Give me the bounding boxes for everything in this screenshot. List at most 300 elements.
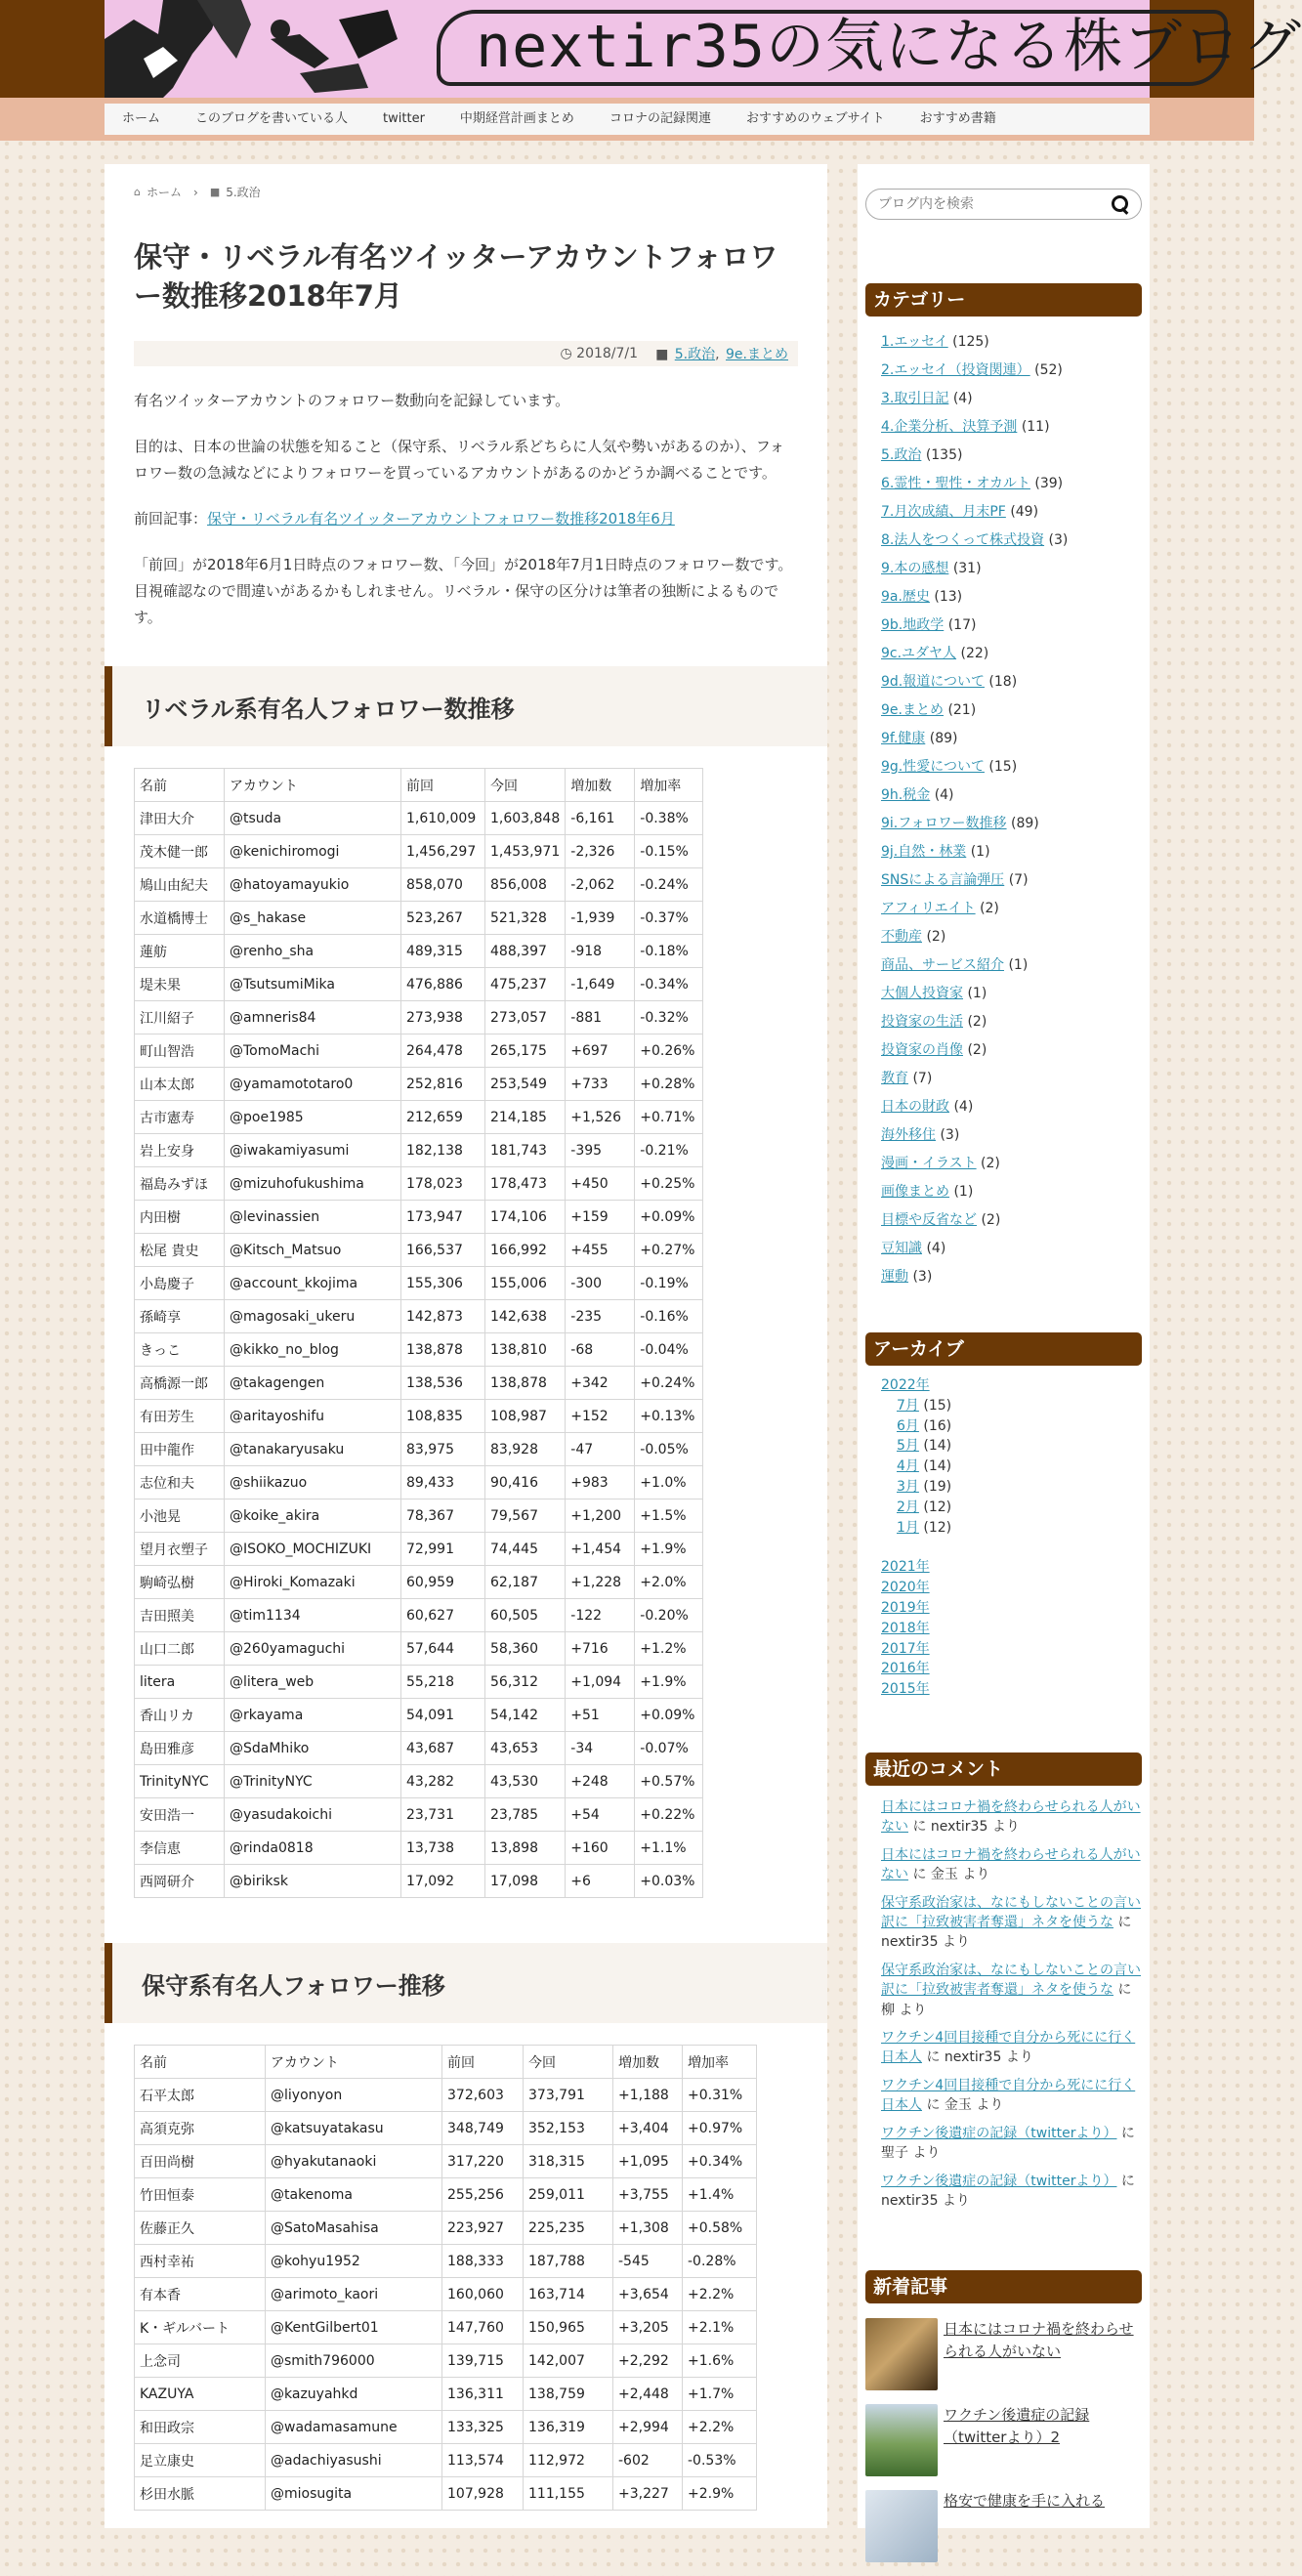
table-cell: +2.2% xyxy=(683,2278,757,2311)
archive-month xyxy=(881,1477,1145,1498)
category-item xyxy=(881,1150,1145,1178)
archive-year-link[interactable]: 2017年 xyxy=(881,1640,930,1657)
table-cell: -0.28% xyxy=(683,2245,757,2278)
category-link[interactable]: 9d.報道について xyxy=(881,674,985,690)
archive-year xyxy=(881,1578,1145,1598)
table-cell: 214,185 xyxy=(485,1101,566,1134)
post-category-link[interactable]: 9e.まとめ xyxy=(726,347,788,362)
table-cell: 43,653 xyxy=(485,1732,566,1765)
archive-year-link[interactable]: 2021年 xyxy=(881,1559,930,1576)
category-count: (11) xyxy=(1021,419,1050,435)
table-cell: 273,057 xyxy=(485,1001,566,1035)
table-cell: K・ギルバート xyxy=(135,2311,266,2344)
recent-comments-title: 最近のコメント xyxy=(865,1753,1142,1786)
archive-year-link[interactable]: 2020年 xyxy=(881,1580,930,1596)
archive-year-link[interactable]: 2018年 xyxy=(881,1620,930,1636)
post-categories xyxy=(655,344,788,363)
table-cell: -0.24% xyxy=(635,868,703,902)
table-cell: 90,416 xyxy=(485,1466,566,1499)
category-item xyxy=(881,385,1145,413)
table-cell: 83,928 xyxy=(485,1433,566,1466)
table-cell: +1.9% xyxy=(635,1666,703,1699)
table-cell: +0.31% xyxy=(683,2079,757,2112)
table-cell: 74,445 xyxy=(485,1533,566,1566)
archive-year xyxy=(881,1679,1145,1700)
table-cell: 252,816 xyxy=(401,1068,485,1101)
archive-month xyxy=(881,1457,1145,1477)
table-row xyxy=(135,1533,703,1566)
archive-month-link[interactable]: 4月 xyxy=(897,1458,919,1475)
home-icon: ⌂ xyxy=(134,186,141,198)
table-cell: +0.57% xyxy=(635,1765,703,1798)
archive-year-link[interactable]: 2022年 xyxy=(881,1377,930,1393)
category-link[interactable]: SNSによる言論弾圧 xyxy=(881,872,1005,888)
comment-post-link[interactable]: ワクチン後遺症の記録（twitterより） xyxy=(881,2173,1117,2189)
category-item xyxy=(881,328,1145,357)
table-cell: 133,325 xyxy=(442,2411,524,2444)
category-item xyxy=(881,1036,1145,1065)
category-item xyxy=(881,697,1145,725)
post-meta xyxy=(134,341,798,366)
table-row xyxy=(135,1134,703,1167)
table-cell: -0.32% xyxy=(635,1001,703,1035)
column-header: 名前 xyxy=(135,2046,266,2079)
nav-corona-records[interactable]: コロナの記録関連 xyxy=(609,111,711,126)
table-cell: +455 xyxy=(566,1234,635,1267)
archive-month-link[interactable]: 6月 xyxy=(897,1417,919,1434)
table-cell: 858,070 xyxy=(401,868,485,902)
new-post-item[interactable] xyxy=(865,2490,1142,2576)
table-cell: -0.20% xyxy=(635,1599,703,1632)
table-cell: 百田尚樹 xyxy=(135,2145,266,2178)
table-cell: -0.21% xyxy=(635,1134,703,1167)
clock-icon: ◷ xyxy=(560,346,577,361)
table-cell: 佐藤正久 xyxy=(135,2212,266,2245)
table-cell: 139,715 xyxy=(442,2344,524,2378)
table-row xyxy=(135,2411,757,2444)
category-link[interactable]: 9j.自然・林業 xyxy=(881,844,967,860)
table-cell: 津田大介 xyxy=(135,802,225,835)
table-cell: +697 xyxy=(566,1035,635,1068)
table-row xyxy=(135,1300,703,1333)
category-link[interactable]: 4.企業分析、決算予測 xyxy=(881,419,1018,435)
table-cell: @Kitsch_Matsuo xyxy=(225,1234,401,1267)
table-cell: 23,785 xyxy=(485,1798,566,1832)
table-cell: KAZUYA xyxy=(135,2378,266,2411)
archive-year-link[interactable]: 2015年 xyxy=(881,1681,930,1698)
column-header: 増加率 xyxy=(635,769,703,802)
category-item xyxy=(881,1121,1145,1150)
category-link[interactable]: 大個人投資家 xyxy=(881,986,963,1001)
category-link[interactable]: 日本の財政 xyxy=(881,1099,949,1115)
table-cell: @miosugita xyxy=(266,2477,442,2511)
search-box xyxy=(865,189,1142,220)
table-cell: +1,526 xyxy=(566,1101,635,1134)
category-item xyxy=(881,527,1145,555)
nav-about[interactable]: このブログを書いている人 xyxy=(195,111,349,126)
table-cell: +0.27% xyxy=(635,1234,703,1267)
comment-post-link[interactable]: 日本にはコロナ禍を終わらせられる人がいない xyxy=(881,1846,1141,1883)
table-cell: 476,886 xyxy=(401,968,485,1001)
table-cell: 55,218 xyxy=(401,1666,485,1699)
table-cell: 松尾 貴史 xyxy=(135,1234,225,1267)
blog-title[interactable]: nextir35の気になる株ブログ xyxy=(476,13,1302,81)
blog-banner[interactable] xyxy=(105,0,1302,98)
table-cell: @wadamasamune xyxy=(266,2411,442,2444)
comment-post-link[interactable]: ワクチン4回目接種で自分から死にに行く日本人 xyxy=(881,2077,1136,2114)
category-link[interactable]: 8.法人をつくって株式投資 xyxy=(881,532,1045,548)
table-cell: 香山リカ xyxy=(135,1699,225,1732)
table-cell: +3,654 xyxy=(613,2278,683,2311)
comment-post-link[interactable]: 保守系政治家は、なにもしないことの言い訳に「拉致被害者奪還」ネタを使うな xyxy=(881,1894,1141,1931)
comment-post-link[interactable]: ワクチン後遺症の記録（twitterより） xyxy=(881,2125,1117,2141)
post-category-link[interactable]: 5.政治 xyxy=(674,347,716,362)
table-cell: +1,200 xyxy=(566,1499,635,1533)
table-cell: 187,788 xyxy=(524,2245,613,2278)
table-cell: 273,938 xyxy=(401,1001,485,1035)
table-cell: 小島慶子 xyxy=(135,1267,225,1300)
table-cell: 57,644 xyxy=(401,1632,485,1666)
purpose-paragraph: 目的は、日本の世論の状態を知ること（保守系、リベラル系どちらに人気や勢いがあるのか）、フォロワー数の急減などによりフォロワーを買っているアカウントがあるのかどうか調べることです。 xyxy=(134,438,785,482)
archive-month-link[interactable]: 2月 xyxy=(897,1499,919,1515)
global-nav xyxy=(105,104,1150,135)
table-cell: +0.26% xyxy=(635,1035,703,1068)
search-input[interactable] xyxy=(878,196,1112,212)
category-link[interactable]: 商品、サービス紹介 xyxy=(881,957,1004,973)
table-header-row xyxy=(135,769,703,802)
conservative-follower-table xyxy=(134,2045,757,2511)
category-link[interactable]: 漫画・イラスト xyxy=(881,1156,977,1171)
category-count: (125) xyxy=(952,334,989,350)
table-cell: +716 xyxy=(566,1632,635,1666)
category-count: (1) xyxy=(970,844,990,860)
new-post-item[interactable] xyxy=(865,2318,1142,2404)
category-link[interactable]: 目標や反省など xyxy=(881,1212,977,1228)
table-cell: +1,095 xyxy=(613,2145,683,2178)
category-count: (31) xyxy=(952,561,982,576)
table-cell: 杉田水脈 xyxy=(135,2477,266,2511)
column-header: 今回 xyxy=(524,2046,613,2079)
category-item xyxy=(881,1008,1145,1036)
table-cell: @s_hakase xyxy=(225,902,401,935)
table-cell: +1,308 xyxy=(613,2212,683,2245)
table-row xyxy=(135,1234,703,1267)
table-cell: -300 xyxy=(566,1267,635,1300)
category-separator: , xyxy=(715,347,725,362)
category-link[interactable]: 9c.ユダヤ人 xyxy=(881,646,957,661)
comment-post-link[interactable]: ワクチン4回目接種で自分から死にに行く日本人 xyxy=(881,2030,1136,2066)
table-cell: @biriksk xyxy=(225,1865,401,1898)
table-cell: +152 xyxy=(566,1400,635,1433)
table-cell: -122 xyxy=(566,1599,635,1632)
table-cell: 李信恵 xyxy=(135,1832,225,1865)
category-count: (39) xyxy=(1034,476,1064,491)
category-count: (2) xyxy=(926,929,946,945)
column-header: 増加数 xyxy=(613,2046,683,2079)
category-link[interactable]: 9f.健康 xyxy=(881,731,926,746)
archive-year xyxy=(881,1619,1145,1639)
table-cell: 有田芳生 xyxy=(135,1400,225,1433)
table-row xyxy=(135,2477,757,2511)
category-link[interactable]: 9i.フォロワー数推移 xyxy=(881,816,1007,831)
category-link[interactable]: 2.エッセイ（投資関連） xyxy=(881,362,1030,378)
archive-title: アーカイブ xyxy=(865,1332,1142,1366)
table-cell: @litera_web xyxy=(225,1666,401,1699)
category-count: (18) xyxy=(988,674,1018,690)
category-count: (7) xyxy=(1008,872,1029,888)
nav-recommended-books[interactable]: おすすめ書籍 xyxy=(919,111,996,126)
archive-month xyxy=(881,1416,1145,1437)
category-link[interactable]: 6.霊性・聖性・オカルト xyxy=(881,476,1030,491)
table-row xyxy=(135,835,703,868)
table-cell: 138,878 xyxy=(485,1367,566,1400)
category-item xyxy=(881,640,1145,668)
category-link[interactable]: 7.月次成績、月末PF xyxy=(881,504,1006,520)
new-post-item[interactable] xyxy=(865,2404,1142,2490)
breadcrumb-category[interactable]: 5.政治 xyxy=(226,186,261,199)
table-cell: +1,188 xyxy=(613,2079,683,2112)
table-cell: @TsutsumiMika xyxy=(225,968,401,1001)
table-cell: +3,205 xyxy=(613,2311,683,2344)
table-cell: 古市憲寿 xyxy=(135,1101,225,1134)
table-cell: @tanakaryusaku xyxy=(225,1433,401,1466)
table-cell: +3,755 xyxy=(613,2178,683,2212)
table-row xyxy=(135,2079,757,2112)
column-header: 前回 xyxy=(401,769,485,802)
table-cell: @ISOKO_MOCHIZUKI xyxy=(225,1533,401,1566)
table-cell: 373,791 xyxy=(524,2079,613,2112)
table-row xyxy=(135,1865,703,1898)
table-cell: 43,282 xyxy=(401,1765,485,1798)
post-thumbnail[interactable] xyxy=(865,2490,938,2562)
previous-article xyxy=(134,506,798,532)
category-item xyxy=(881,668,1145,697)
table-cell: 小池晃 xyxy=(135,1499,225,1533)
category-link[interactable]: 9e.まとめ xyxy=(881,702,944,718)
table-cell: 足立康史 xyxy=(135,2444,266,2477)
table-cell: 83,975 xyxy=(401,1433,485,1466)
category-link[interactable]: 画像まとめ xyxy=(881,1184,949,1200)
category-link[interactable]: 9g.性愛について xyxy=(881,759,985,775)
category-link[interactable]: 3.取引日記 xyxy=(881,391,949,406)
table-cell: 17,092 xyxy=(401,1865,485,1898)
table-cell: +51 xyxy=(566,1699,635,1732)
comment-post-link[interactable]: 保守系政治家は、なにもしないことの言い訳に「拉致被害者奪還」ネタを使うな xyxy=(881,1962,1141,1999)
archive-month-link[interactable]: 5月 xyxy=(897,1438,919,1455)
table-row xyxy=(135,2278,757,2311)
table-cell: @aritayoshifu xyxy=(225,1400,401,1433)
category-link[interactable]: 9.本の感想 xyxy=(881,561,949,576)
table-cell: 1,603,848 xyxy=(485,802,566,835)
table-cell: -395 xyxy=(566,1134,635,1167)
table-cell: +1,454 xyxy=(566,1533,635,1566)
post-thumbnail[interactable] xyxy=(865,2404,938,2476)
table-cell: 62,187 xyxy=(485,1566,566,1599)
category-count: (15) xyxy=(988,759,1018,775)
table-cell: +0.03% xyxy=(635,1865,703,1898)
category-count: (17) xyxy=(947,617,977,633)
search-icon[interactable] xyxy=(1112,195,1129,213)
table-cell: -0.15% xyxy=(635,835,703,868)
table-header-row xyxy=(135,2046,757,2079)
table-cell: -2,326 xyxy=(566,835,635,868)
table-cell: きっこ xyxy=(135,1333,225,1367)
table-cell: -47 xyxy=(566,1433,635,1466)
table-cell: 78,367 xyxy=(401,1499,485,1533)
table-cell: +0.09% xyxy=(635,1699,703,1732)
nav-band xyxy=(0,98,1254,141)
comment-item xyxy=(881,2124,1141,2164)
category-link[interactable]: 9h.税金 xyxy=(881,787,931,803)
category-count: (89) xyxy=(1011,816,1039,831)
category-item xyxy=(881,725,1145,753)
archive-count: (14) xyxy=(923,1438,952,1455)
category-link[interactable]: アフィリエイト xyxy=(881,901,976,916)
table-cell: +342 xyxy=(566,1367,635,1400)
new-posts-list xyxy=(865,2318,1142,2576)
table-cell: 111,155 xyxy=(524,2477,613,2511)
archive-month-link[interactable]: 1月 xyxy=(897,1519,919,1536)
comment-item xyxy=(881,1845,1141,1885)
category-count: (4) xyxy=(953,1099,974,1115)
table-cell: 108,835 xyxy=(401,1400,485,1433)
category-link[interactable]: 投資家の生活 xyxy=(881,1014,963,1030)
category-count: (22) xyxy=(960,646,989,661)
column-header: アカウント xyxy=(266,2046,442,2079)
section-heading-liberal: リベラル系有名人フォロワー数推移 xyxy=(105,666,827,746)
liberal-follower-table xyxy=(134,768,703,1898)
category-link[interactable]: 海外移住 xyxy=(881,1127,936,1143)
comment-item xyxy=(881,1893,1141,1953)
category-link[interactable]: 運動 xyxy=(881,1269,908,1285)
table-cell: 1,456,297 xyxy=(401,835,485,868)
comment-item xyxy=(881,2172,1141,2212)
table-cell: 489,315 xyxy=(401,935,485,968)
post-date-text: 2018/7/1 xyxy=(576,346,639,361)
post-thumbnail[interactable] xyxy=(865,2318,938,2390)
comment-post-link[interactable]: 日本にはコロナ禍を終わらせられる人がいない xyxy=(881,1799,1141,1836)
table-cell: 173,947 xyxy=(401,1201,485,1234)
table-row xyxy=(135,1068,703,1101)
table-cell: 142,873 xyxy=(401,1300,485,1333)
archive-month-link[interactable]: 7月 xyxy=(897,1397,919,1414)
table-cell: 山本太郎 xyxy=(135,1068,225,1101)
category-count: (4) xyxy=(934,787,954,803)
table-cell: 521,328 xyxy=(485,902,566,935)
table-cell: 265,175 xyxy=(485,1035,566,1068)
post-date xyxy=(561,346,639,361)
table-cell: 水道橋博士 xyxy=(135,902,225,935)
category-link[interactable]: 9b.地政学 xyxy=(881,617,945,633)
table-cell: 475,237 xyxy=(485,968,566,1001)
category-item xyxy=(881,413,1145,442)
category-link[interactable]: 豆知識 xyxy=(881,1241,922,1256)
table-cell: @rkayama xyxy=(225,1699,401,1732)
table-cell: @poe1985 xyxy=(225,1101,401,1134)
table-cell: 有本香 xyxy=(135,2278,266,2311)
nav-midterm-plans[interactable]: 中期経営計画まとめ xyxy=(459,111,574,126)
category-item xyxy=(881,1263,1145,1291)
category-link[interactable]: 教育 xyxy=(881,1071,908,1086)
archive-year-link[interactable]: 2016年 xyxy=(881,1661,930,1677)
table-cell: @katsuyatakasu xyxy=(266,2112,442,2145)
table-cell: 147,760 xyxy=(442,2311,524,2344)
nav-twitter[interactable]: twitter xyxy=(383,111,425,126)
breadcrumb-home[interactable]: ホーム xyxy=(146,186,182,199)
table-cell: 112,972 xyxy=(524,2444,613,2477)
table-cell: 望月衣塑子 xyxy=(135,1533,225,1566)
category-count: (1) xyxy=(967,986,987,1001)
chevron-right-icon: › xyxy=(193,185,198,199)
category-link[interactable]: 9a.歴史 xyxy=(881,589,930,605)
category-item xyxy=(881,810,1145,838)
archive-month xyxy=(881,1518,1145,1539)
table-cell: 136,311 xyxy=(442,2378,524,2411)
table-cell: 町山智浩 xyxy=(135,1035,225,1068)
table-cell: 138,759 xyxy=(524,2378,613,2411)
table-row xyxy=(135,902,703,935)
archive-month-link[interactable]: 3月 xyxy=(897,1478,919,1495)
table-cell: 212,659 xyxy=(401,1101,485,1134)
table-cell: 福島みずほ xyxy=(135,1167,225,1201)
category-link[interactable]: 不動産 xyxy=(881,929,922,945)
archive-year xyxy=(881,1639,1145,1660)
nav-recommended-sites[interactable]: おすすめのウェブサイト xyxy=(745,111,885,126)
category-link[interactable]: 投資家の肖像 xyxy=(881,1042,963,1058)
categories-title: カテゴリー xyxy=(865,283,1142,317)
table-cell: 138,536 xyxy=(401,1367,485,1400)
category-count: (2) xyxy=(967,1042,987,1058)
table-row xyxy=(135,2378,757,2411)
table-row xyxy=(135,1798,703,1832)
note-paragraph: 「前回」が2018年6月1日時点のフォロワー数、「今回」が2018年7月1日時点のフォロワー数です。目視確認なので間違いがあるかもしれません。リベラル・保守の区分けは筆者の独断によるものです。 xyxy=(134,556,793,626)
table-cell: +1,228 xyxy=(566,1566,635,1599)
table-cell: -0.34% xyxy=(635,968,703,1001)
table-cell: @hyakutanaoki xyxy=(266,2145,442,2178)
table-cell: 駒崎弘樹 xyxy=(135,1566,225,1599)
nav-home[interactable]: ホーム xyxy=(122,111,161,126)
table-cell: @KentGilbert01 xyxy=(266,2311,442,2344)
comment-author: に nextir35 より xyxy=(908,1819,1020,1836)
table-cell: 166,992 xyxy=(485,1234,566,1267)
table-cell: 43,687 xyxy=(401,1732,485,1765)
table-cell: 60,505 xyxy=(485,1599,566,1632)
column-header: アカウント xyxy=(225,769,401,802)
archive-count: (12) xyxy=(923,1499,952,1515)
table-cell: @SdaMhiko xyxy=(225,1732,401,1765)
table-cell: 348,749 xyxy=(442,2112,524,2145)
category-count: (2) xyxy=(980,901,999,916)
table-row xyxy=(135,1267,703,1300)
table-cell: +450 xyxy=(566,1167,635,1201)
category-link[interactable]: 5.政治 xyxy=(881,447,922,463)
archive-year-link[interactable]: 2019年 xyxy=(881,1599,930,1616)
table-cell: @renho_sha xyxy=(225,935,401,968)
table-row xyxy=(135,968,703,1001)
category-link[interactable]: 1.エッセイ xyxy=(881,334,948,350)
table-row xyxy=(135,1333,703,1367)
category-count: (135) xyxy=(925,447,963,463)
table-cell: +2.0% xyxy=(635,1566,703,1599)
table-cell: +1,094 xyxy=(566,1666,635,1699)
new-post-title[interactable]: 日本にはコロナ禍を終わらせられる人がいない xyxy=(944,2320,1134,2360)
new-post-title[interactable]: 格安で健康を手に入れる xyxy=(944,2492,1106,2510)
previous-article-link[interactable]: 保守・リベラル有名ツイッターアカウントフォロワー数推移2018年6月 xyxy=(207,510,675,528)
table-cell: -0.04% xyxy=(635,1333,703,1367)
new-post-title[interactable]: ワクチン後遺症の記録（twitterより）2 xyxy=(944,2406,1090,2446)
table-cell: litera xyxy=(135,1666,225,1699)
recent-comments-list xyxy=(881,1797,1141,2218)
